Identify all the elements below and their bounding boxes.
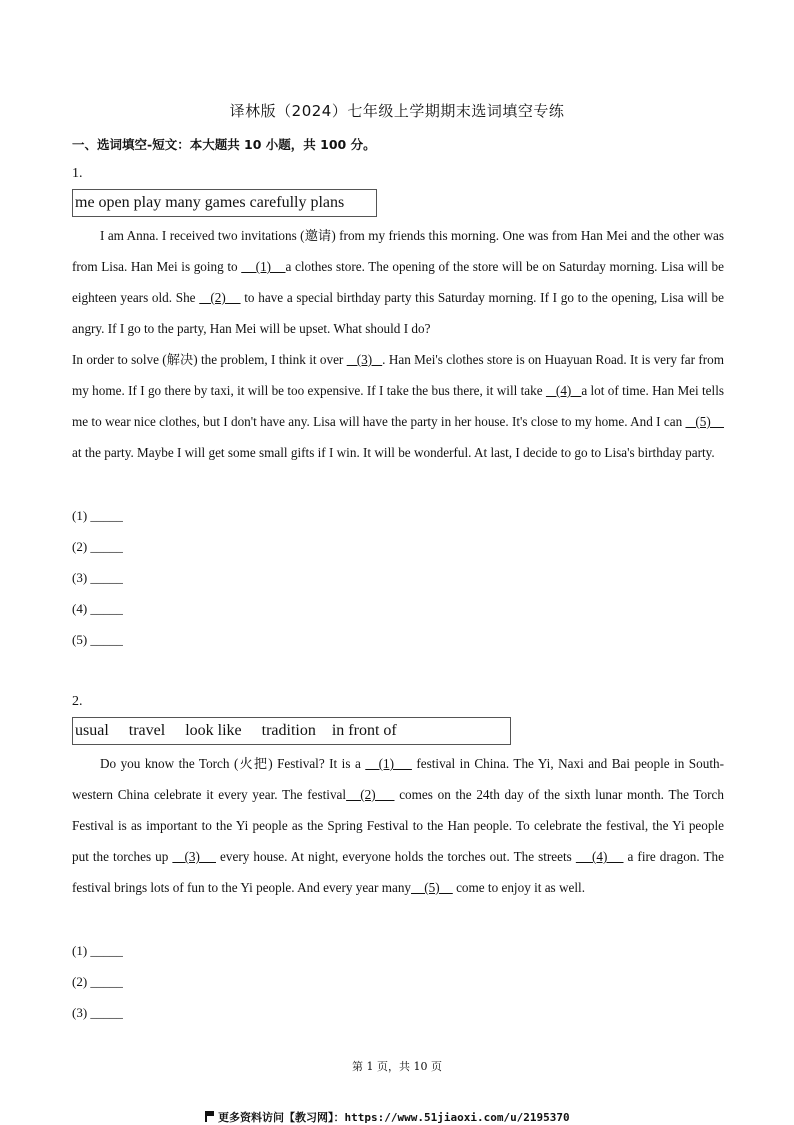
answer-blank[interactable]: (3) _____ bbox=[72, 570, 123, 585]
site-footer-text[interactable]: 更多资料访问【教习网】：https://www.51jiaoxi.com/u/2195370 bbox=[218, 1111, 570, 1124]
blank-field[interactable]: (3) bbox=[346, 352, 383, 367]
answer-list bbox=[72, 500, 123, 655]
passage-paragraph bbox=[72, 344, 724, 468]
blank-field[interactable]: (4) bbox=[575, 849, 624, 864]
blank-field[interactable]: (3) bbox=[172, 849, 216, 864]
answer-blank[interactable]: (1) _____ bbox=[72, 943, 123, 958]
passage-text-run: a clothes store. The opening of the store will be on Saturday morning. Lisa will be eighteen years old. She bbox=[72, 259, 724, 305]
section-heading: 一、选词填空-短文：本大题共 10 小题，共 100 分。 bbox=[72, 137, 376, 152]
passage-text bbox=[72, 748, 724, 903]
passage-text-run: festival in China. The Yi, Naxi and Bai people in South-western China celebrate it every year. The festival bbox=[72, 756, 724, 802]
blank-field[interactable]: (2) bbox=[199, 290, 241, 305]
blank-field[interactable]: (1) bbox=[241, 259, 286, 274]
passage-text-run: comes on the 24th day of the sixth lunar month. The Torch Festival is as important to the Yi people as the Spring Festival to the Han people. To celebrate the festival, the Yi people put the torches up bbox=[72, 787, 725, 864]
page-number: 第 1 页，共 10 页 bbox=[352, 1060, 442, 1073]
word-bank-box: me open play many games carefully plans bbox=[72, 189, 377, 217]
passage-text-run: to have a special birthday party this Saturday morning. If I go to the opening, Lisa will be angry. If I go to the party, Han Mei will be upset. What should I do? bbox=[72, 290, 724, 336]
answer-blank[interactable]: (2) _____ bbox=[72, 539, 123, 554]
passage-text-run: In order to solve (解决) the problem, I think it over bbox=[72, 352, 347, 367]
passage-paragraph bbox=[72, 220, 724, 344]
passage-text-run: a lot of time. Han Mei tells me to wear nice clothes, but I don't have any. Lisa will have the party in her house. It's close to my home. And I can bbox=[72, 383, 724, 429]
passage-text-run: I am Anna. I received two invitations (邀请) from my friends this morning. One was from Han Mei and the other was from Lisa. Han Mei is going to bbox=[72, 228, 724, 274]
question-number: 1. bbox=[72, 166, 83, 181]
passage-text-run: come to enjoy it as well. bbox=[452, 880, 585, 895]
word-bank-box: usual travel look like tradition in front of bbox=[72, 717, 511, 745]
answer-blank[interactable]: (4) _____ bbox=[72, 601, 123, 616]
answer-blank[interactable]: (1) _____ bbox=[72, 508, 123, 523]
blank-field[interactable]: (1) bbox=[365, 756, 412, 771]
passage-text bbox=[72, 220, 724, 468]
answer-list bbox=[72, 935, 123, 1028]
flag-icon bbox=[205, 1111, 214, 1122]
answer-blank[interactable]: (5) _____ bbox=[72, 632, 123, 647]
passage-text-run: Do you know the Torch (火把) Festival? It is a bbox=[100, 756, 366, 771]
blank-field[interactable]: (5) bbox=[685, 414, 724, 429]
passage-text-run: at the party. Maybe I will get some small gifts if I win. It will be wonderful. At last, I decide to go to Lisa's birthday party. bbox=[72, 445, 715, 460]
site-footer[interactable] bbox=[205, 1109, 570, 1125]
passage-text-run: . Han Mei's clothes store is on Huayuan Road. It is very far from my home. If I go there by taxi, it will be too expensive. If I take the bus there, it will take bbox=[72, 352, 724, 398]
blank-field[interactable]: (2) bbox=[346, 787, 395, 802]
passage-paragraph bbox=[72, 748, 724, 903]
blank-field[interactable]: (4) bbox=[545, 383, 582, 398]
document-title: 译林版（2024）七年级上学期期末选词填空专练 bbox=[229, 102, 565, 120]
question-number: 2. bbox=[72, 694, 83, 709]
answer-blank[interactable]: (3) _____ bbox=[72, 1005, 123, 1020]
answer-blank[interactable]: (2) _____ bbox=[72, 974, 123, 989]
passage-text-run: a fire dragon. The festival brings lots of fun to the Yi people. And every year many bbox=[72, 849, 724, 895]
blank-field[interactable]: (5) bbox=[411, 880, 453, 895]
passage-text-run: every house. At night, everyone holds the torches out. The streets bbox=[216, 849, 576, 864]
